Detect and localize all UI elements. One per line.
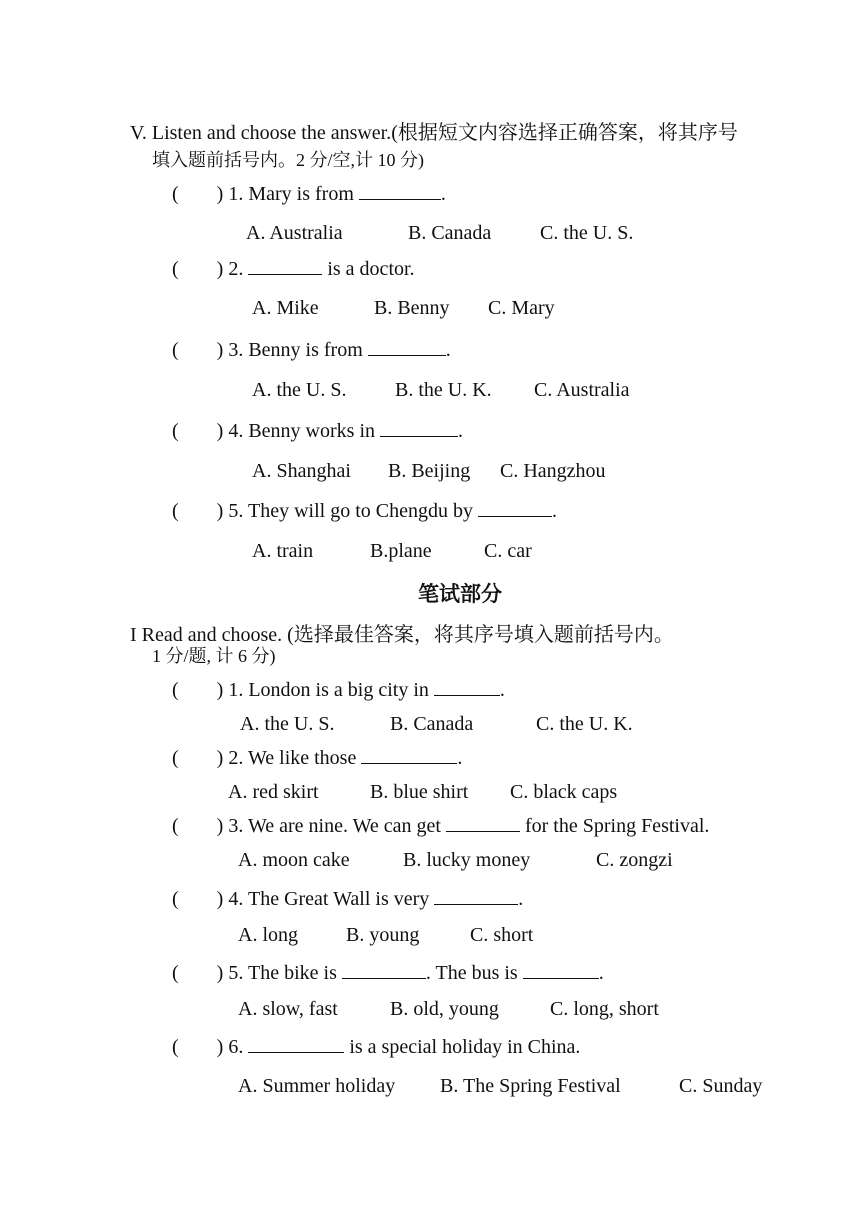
question-text: They will go to Chengdu by [247, 500, 473, 522]
question-text-mid: . The bus is [425, 962, 518, 984]
option-c[interactable]: C. zongzi [596, 849, 673, 871]
question-i6 [172, 1036, 580, 1059]
option-a[interactable]: A. long [238, 924, 298, 946]
answer-blank [434, 694, 500, 696]
option-b[interactable]: B. old, young [390, 998, 499, 1020]
option-c[interactable]: C. the U. S. [540, 222, 634, 244]
question-number: 1. [228, 183, 244, 205]
question-text-end: . [440, 183, 446, 205]
answer-paren-close: ) [216, 815, 224, 837]
option-a[interactable]: A. Australia [246, 222, 343, 244]
answer-paren-open[interactable]: ( [172, 258, 179, 280]
question-i5 [172, 962, 604, 985]
option-b[interactable]: B. the U. K. [395, 379, 492, 401]
section-v-heading-cont: 填入题前括号内。2 分/空,计 10 分) [152, 150, 424, 170]
answer-paren-open[interactable]: ( [172, 339, 179, 361]
question-i1 [172, 679, 505, 702]
question-number: 3. [228, 339, 244, 361]
answer-blank [361, 762, 457, 764]
question-text: The Great Wall is very [247, 888, 430, 910]
question-v1 [172, 183, 446, 206]
question-i3 [172, 815, 709, 838]
option-b[interactable]: B. young [346, 924, 420, 946]
question-number: 3. [228, 815, 244, 837]
question-text: We like those [247, 747, 357, 769]
question-text-end: . [598, 962, 604, 984]
answer-blank [478, 515, 552, 517]
option-c[interactable]: C. Hangzhou [500, 460, 606, 482]
question-number: 2. [228, 747, 244, 769]
question-text-end: . [518, 888, 524, 910]
question-number: 1. [228, 679, 244, 701]
question-text-end: . [458, 420, 464, 442]
question-text-end: for the Spring Festival. [524, 815, 710, 837]
question-v2 [172, 258, 415, 281]
question-text-end: . [445, 339, 451, 361]
option-a[interactable]: A. Shanghai [252, 460, 351, 482]
option-a[interactable]: A. moon cake [238, 849, 350, 871]
answer-blank [248, 1051, 344, 1053]
question-text-end: . [499, 679, 505, 701]
option-c[interactable]: C. Mary [488, 297, 555, 319]
answer-blank [380, 435, 458, 437]
section-v-heading: V. Listen and choose the answer.(根据短文内容选择正确答案，将其序号 [130, 122, 738, 144]
question-number: 5. [228, 962, 244, 984]
answer-paren-close: ) [216, 500, 224, 522]
answer-blank [523, 977, 599, 979]
answer-paren-open[interactable]: ( [172, 183, 179, 205]
question-v4 [172, 420, 463, 443]
answer-paren-open[interactable]: ( [172, 679, 179, 701]
question-text: We are nine. We can get [247, 815, 441, 837]
option-b[interactable]: B. Canada [390, 713, 474, 735]
section-i-heading-cont: 1 分/题, 计 6 分) [152, 646, 276, 666]
option-a[interactable]: A. slow, fast [238, 998, 338, 1020]
option-a[interactable]: A. the U. S. [252, 379, 347, 401]
answer-paren-close: ) [216, 747, 224, 769]
answer-paren-open[interactable]: ( [172, 888, 179, 910]
option-b[interactable]: B. Canada [408, 222, 492, 244]
question-i4 [172, 888, 523, 911]
answer-paren-close: ) [216, 888, 224, 910]
answer-blank [248, 273, 322, 275]
answer-blank [342, 977, 426, 979]
option-c[interactable]: C. short [470, 924, 534, 946]
option-c[interactable]: C. Australia [534, 379, 630, 401]
answer-blank [368, 354, 446, 356]
option-a[interactable]: A. train [252, 540, 314, 562]
question-i2 [172, 747, 462, 770]
option-b[interactable]: B. The Spring Festival [440, 1075, 621, 1097]
answer-blank [359, 198, 441, 200]
option-b[interactable]: B. blue shirt [370, 781, 469, 803]
option-a[interactable]: A. red skirt [228, 781, 319, 803]
section-i-heading: I Read and choose. (选择最佳答案，将其序号填入题前括号内。 [130, 624, 674, 646]
question-number: 4. [228, 888, 244, 910]
option-c[interactable]: C. car [484, 540, 532, 562]
option-a[interactable]: A. the U. S. [240, 713, 335, 735]
option-a[interactable]: A. Summer holiday [238, 1075, 396, 1097]
answer-paren-open[interactable]: ( [172, 815, 179, 837]
option-c[interactable]: C. long, short [550, 998, 659, 1020]
answer-paren-close: ) [216, 258, 224, 280]
written-section-title: 笔试部分 [418, 582, 502, 606]
question-text: Benny works in [248, 420, 376, 442]
question-text: Benny is from [248, 339, 363, 361]
answer-paren-open[interactable]: ( [172, 1036, 179, 1058]
answer-paren-open[interactable]: ( [172, 962, 179, 984]
answer-paren-close: ) [216, 420, 224, 442]
question-number: 4. [228, 420, 244, 442]
option-c[interactable]: C. Sunday [679, 1075, 763, 1097]
answer-paren-close: ) [216, 962, 224, 984]
question-text-end: is a special holiday in China. [349, 1036, 581, 1058]
answer-paren-open[interactable]: ( [172, 420, 179, 442]
question-text: London is a big city in [248, 679, 429, 701]
answer-paren-close: ) [216, 1036, 224, 1058]
option-b[interactable]: B. Beijing [388, 460, 471, 482]
answer-paren-close: ) [216, 183, 224, 205]
answer-paren-close: ) [216, 679, 224, 701]
answer-blank [446, 830, 520, 832]
option-a[interactable]: A. Mike [252, 297, 319, 319]
option-b[interactable]: B. lucky money [403, 849, 531, 871]
answer-paren-open[interactable]: ( [172, 747, 179, 769]
answer-blank [434, 903, 518, 905]
option-c[interactable]: C. black caps [510, 781, 618, 803]
question-v3 [172, 339, 451, 362]
question-number: 5. [228, 500, 244, 522]
question-text: The bike is [247, 962, 337, 984]
question-text: Mary is from [248, 183, 354, 205]
question-text-end: . [551, 500, 557, 522]
question-number: 2. [228, 258, 244, 280]
question-text-end: . [457, 747, 463, 769]
option-c[interactable]: C. the U. K. [536, 713, 633, 735]
answer-paren-open[interactable]: ( [172, 500, 179, 522]
question-number: 6. [228, 1036, 244, 1058]
question-text-end: is a doctor. [327, 258, 415, 280]
option-b[interactable]: B. Benny [374, 297, 450, 319]
option-b[interactable]: B.plane [370, 540, 432, 562]
question-v5 [172, 500, 557, 523]
answer-paren-close: ) [216, 339, 224, 361]
